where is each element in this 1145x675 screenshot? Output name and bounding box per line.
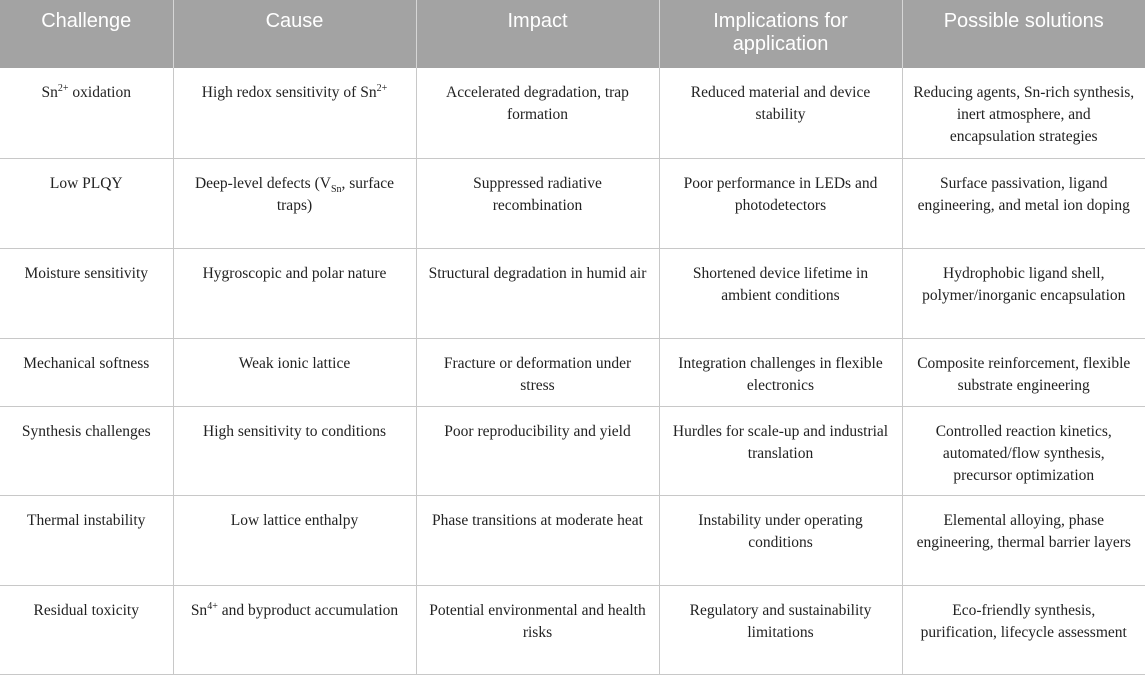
header-solutions: Possible solutions bbox=[902, 0, 1145, 68]
chem-base: Sn bbox=[190, 601, 208, 619]
cell-text: , surface traps) bbox=[276, 174, 395, 214]
cell-challenge: Thermal instability bbox=[0, 495, 173, 585]
header-row bbox=[0, 0, 1145, 68]
table-row bbox=[0, 406, 1145, 495]
cell-implications: Instability under operating conditions bbox=[659, 495, 902, 585]
cell-impact: Accelerated degradation, trap formation bbox=[416, 68, 659, 158]
cell-solutions: Composite reinforcement, flexible substrate engineering bbox=[902, 338, 1145, 406]
cell-text: High redox sensitivity of Sn bbox=[201, 84, 377, 101]
cell-challenge: Mechanical softness bbox=[0, 338, 173, 406]
chem-superscript: 4+ bbox=[207, 600, 218, 612]
cell-impact: Potential environmental and health risks bbox=[416, 585, 659, 674]
cell-impact: Structural degradation in humid air bbox=[416, 248, 659, 338]
cell-implications: Integration challenges in flexible electronics bbox=[659, 338, 902, 406]
cell-solutions: Surface passivation, ligand engineering, and metal ion doping bbox=[902, 158, 1145, 248]
table-row bbox=[0, 495, 1145, 585]
header-cause: Cause bbox=[173, 0, 416, 68]
table-row bbox=[0, 585, 1145, 674]
header-implications: Implications for application bbox=[659, 0, 902, 68]
table-row bbox=[0, 248, 1145, 338]
cell-implications: Poor performance in LEDs and photodetectors bbox=[659, 158, 902, 248]
cell-challenge: Synthesis challenges bbox=[0, 406, 173, 495]
cell-solutions: Controlled reaction kinetics, automated/flow synthesis, precursor optimization bbox=[902, 406, 1145, 495]
cell-text: and byproduct accumulation bbox=[217, 601, 399, 619]
cell-implications: Regulatory and sustainability limitations bbox=[659, 585, 902, 674]
cell-solutions: Elemental alloying, phase engineering, thermal barrier layers bbox=[902, 495, 1145, 585]
header-challenge: Challenge bbox=[0, 0, 173, 68]
cell-implications: Shortened device lifetime in ambient conditions bbox=[659, 248, 902, 338]
cell-solutions: Eco-friendly synthesis, purification, lifecycle assessment bbox=[902, 585, 1145, 674]
cell-text: oxidation bbox=[68, 84, 131, 101]
table-row bbox=[0, 68, 1145, 158]
chem-superscript: 2+ bbox=[57, 82, 69, 94]
cell-cause: Weak ionic lattice bbox=[173, 338, 416, 406]
cell-cause: Low lattice enthalpy bbox=[173, 495, 416, 585]
cell-cause bbox=[173, 68, 416, 158]
cell-implications: Reduced material and device stability bbox=[659, 68, 902, 158]
chem-superscript: 2+ bbox=[376, 82, 388, 94]
cell-cause bbox=[173, 158, 416, 248]
cell-solutions: Hydrophobic ligand shell, polymer/inorganic encapsulation bbox=[902, 248, 1145, 338]
cell-challenge bbox=[0, 68, 173, 158]
cell-impact: Phase transitions at moderate heat bbox=[416, 495, 659, 585]
cell-cause bbox=[173, 585, 416, 674]
chem-subscript: Sn bbox=[330, 183, 342, 195]
table-row bbox=[0, 158, 1145, 248]
cell-implications: Hurdles for scale-up and industrial translation bbox=[659, 406, 902, 495]
cell-challenge: Residual toxicity bbox=[0, 585, 173, 674]
cell-solutions: Reducing agents, Sn-rich synthesis, inert atmosphere, and encapsulation strategies bbox=[902, 68, 1145, 158]
cell-challenge: Low PLQY bbox=[0, 158, 173, 248]
table-row bbox=[0, 338, 1145, 406]
cell-text: Deep-level defects (V bbox=[194, 174, 331, 192]
header-impact: Impact bbox=[416, 0, 659, 68]
cell-cause: High sensitivity to conditions bbox=[173, 406, 416, 495]
cell-impact: Suppressed radiative recombination bbox=[416, 158, 659, 248]
cell-cause: Hygroscopic and polar nature bbox=[173, 248, 416, 338]
cell-impact: Fracture or deformation under stress bbox=[416, 338, 659, 406]
cell-impact: Poor reproducibility and yield bbox=[416, 406, 659, 495]
cell-challenge: Moisture sensitivity bbox=[0, 248, 173, 338]
chem-base: Sn bbox=[41, 84, 58, 101]
